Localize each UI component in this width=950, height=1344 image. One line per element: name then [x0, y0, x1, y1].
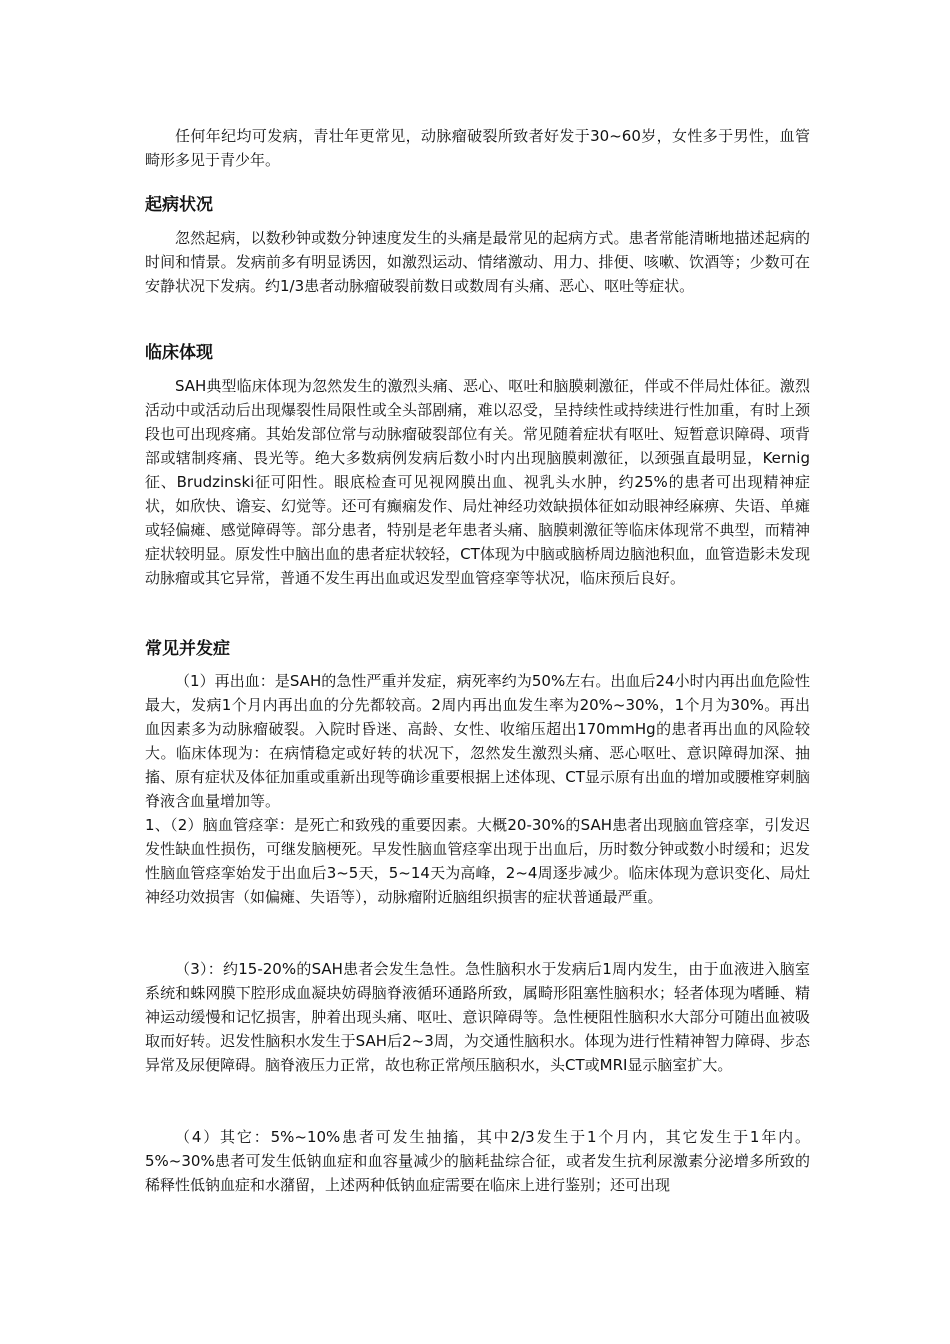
complication-other: （4）其它：5%~10%患者可发生抽搐，其中2/3发生于1个月内，其它发生于1年内。5%~30%患者可发生低钠血症和血容量减少的脑耗盐综合征，或者发生抗利尿激素分泌增多所致的稀释性低钠血症和水潴留，上述两种低钠血症需要在临床上进行鉴别；还可出现	[145, 1128, 810, 1194]
heading-complications: 常见并发症	[145, 639, 230, 659]
complication-vasospasm: 1、（2）脑血管痉挛：是死亡和致残的重要因素。大概20-30%的SAH患者出现脑血管痉挛，引发迟发性缺血性损伤，可继发脑梗死。早发性脑血管痉挛出现于出血后，历时数分钟或数小时缓和；迟发性脑血管痉挛始发于出血后3~5天，5~14天为高峰，2~4周逐步减少。临床体现为意识变化、局灶神经功效损害（如偏瘫、失语等），动脉瘤附近脑组织损害的症状普通最严重。	[145, 816, 810, 906]
clinical-paragraph: SAH典型临床体现为忽然发生的激烈头痛、恶心、呕吐和脑膜刺激征，伴或不伴局灶体征。激烈活动中或活动后出现爆裂性局限性或全头部剧痛，难以忍受，呈持续性或持续进行性加重，有时上颈段也可出现疼痛。其始发部位常与动脉瘤破裂部位有关。常见随着症状有呕吐、短暂意识障碍、项背部或辖制疼痛、畏光等。绝大多数病例发病后数小时内出现脑膜刺激征，以颈强直最明显，Kernig征、Brudzinski征可阳性。眼底检查可见视网膜出血、视乳头水肿，约25%的患者可出现精神症状，如欣快、谵妄、幻觉等。还可有癫痫发作、局灶神经功效缺损体征如动眼神经麻痹、失语、单瘫或轻偏瘫、感觉障碍等。部分患者，特别是老年患者头痛、脑膜刺激征等临床体现常不典型，而精神症状较明显。原发性中脑出血的患者症状较轻，CT体现为中脑或脑桥周边脑池积血，血管造影未发现动脉瘤或其它异常，普通不发生再出血或迟发型血管痉挛等状况，临床预后良好。	[145, 377, 810, 587]
heading-clinical: 临床体现	[145, 343, 213, 363]
intro-paragraph: 任何年纪均可发病，青壮年更常见，动脉瘤破裂所致者好发于30~60岁，女性多于男性，血管畸形多见于青少年。	[145, 127, 810, 169]
complication-hydrocephalus: （3）：约15-20%的SAH患者会发生急性。急性脑积水于发病后1周内发生，由于血液进入脑室系统和蛛网膜下腔形成血凝块妨碍脑脊液循环通路所致，属畸形阻塞性脑积水；轻者体现为嗜睡、精神运动缓慢和记忆损害，肿着出现头痛、呕吐、意识障碍等。急性梗阻性脑积水大部分可随出血被吸取而好转。迟发性脑积水发生于SAH后2~3周，为交通性脑积水。体现为进行性精神智力障碍、步态异常及尿便障碍。脑脊液压力正常，故也称正常颅压脑积水，头CT或MRI显示脑室扩大。	[145, 960, 810, 1074]
heading-onset: 起病状况	[145, 195, 213, 215]
complication-rebleeding: （1）再出血：是SAH的急性严重并发症，病死率约为50%左右。出血后24小时内再出血危险性最大，发病1个月内再出血的分先都较高。2周内再出血发生率为20%~30%，1个月为30%。再出血因素多为动脉瘤破裂。入院时昏迷、高龄、女性、收缩压超出170mmHg的患者再出血的风险较大。临床体现为：在病情稳定或好转的状况下，忽然发生激烈头痛、恶心呕吐、意识障碍加深、抽搐、原有症状及体征加重或重新出现等确诊重要根据上述体现、CT显示原有出血的增加或腰椎穿刺脑脊液含血量增加等。	[145, 672, 810, 810]
onset-paragraph: 忽然起病，以数秒钟或数分钟速度发生的头痛是最常见的起病方式。患者常能清晰地描述起病的时间和情景。发病前多有明显诱因，如激烈运动、情绪激动、用力、排便、咳嗽、饮酒等；少数可在安静状况下发病。约1/3患者动脉瘤破裂前数日或数周有头痛、恶心、呕吐等症状。	[145, 229, 810, 295]
